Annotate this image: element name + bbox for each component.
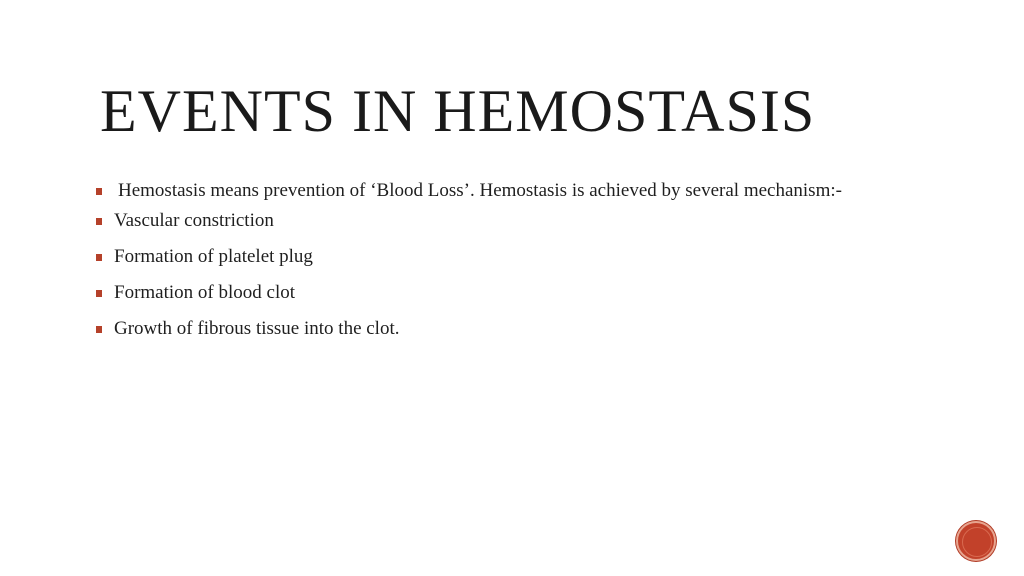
bullet-item (96, 246, 936, 268)
bullet-item (96, 282, 936, 304)
bullet-text: Hemostasis means prevention of ‘Blood Loss’. Hemostasis is achieved by several mechanism:- (118, 180, 842, 201)
bullet-text: Formation of blood clot (114, 282, 296, 303)
bullet-text: Growth of fibrous tissue into the clot. (114, 318, 400, 339)
bullet-text: Vascular constriction (114, 210, 274, 231)
slide-title: EVENTS IN HEMOSTASIS (100, 78, 816, 144)
bullet-text: Formation of platelet plug (114, 246, 313, 267)
badge-ring-icon (962, 527, 992, 557)
bullet-item (96, 210, 936, 232)
bullet-list (96, 180, 936, 354)
square-bullet-icon (96, 326, 102, 333)
square-bullet-icon (96, 188, 102, 195)
bullet-item (96, 180, 936, 202)
slide-number-badge (956, 521, 996, 561)
square-bullet-icon (96, 290, 102, 297)
bullet-item (96, 318, 936, 340)
square-bullet-icon (96, 254, 102, 261)
square-bullet-icon (96, 218, 102, 225)
